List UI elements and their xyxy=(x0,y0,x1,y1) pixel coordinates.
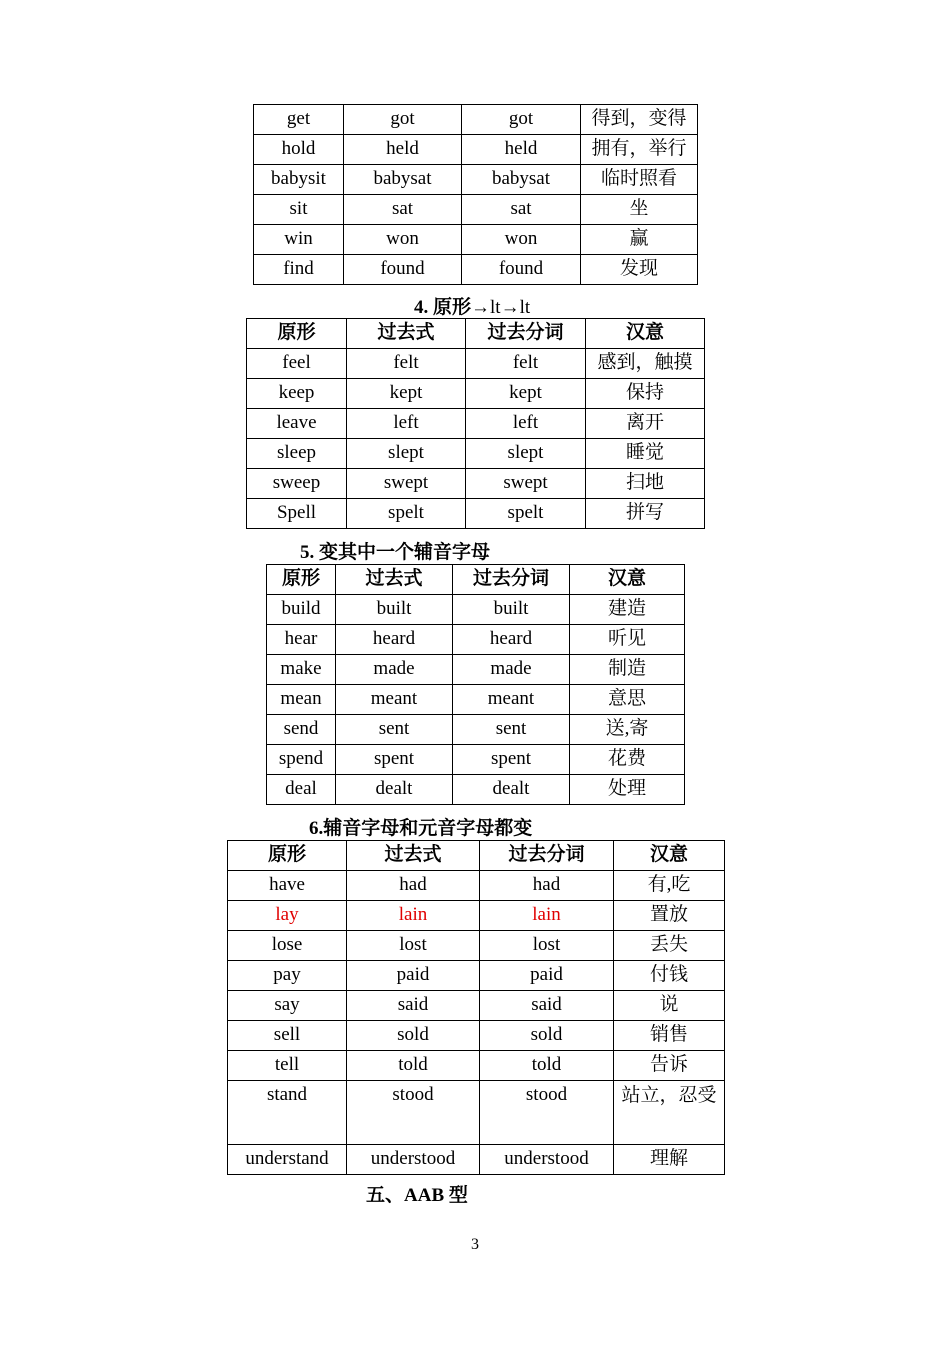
chinese-meaning: 站立，忍受 xyxy=(614,1081,725,1145)
chinese-meaning: 发现 xyxy=(581,255,698,285)
base-form: sit xyxy=(254,195,344,225)
verb-table-section-5 xyxy=(266,564,685,805)
base-form: hold xyxy=(254,135,344,165)
column-header: 原形 xyxy=(247,319,347,349)
base-form: say xyxy=(228,991,347,1021)
table-row-highlighted xyxy=(228,901,725,931)
past-participle: swept xyxy=(466,469,586,499)
table-row xyxy=(254,165,698,195)
column-header: 汉意 xyxy=(586,319,705,349)
past-tense: kept xyxy=(347,379,466,409)
base-form: build xyxy=(267,595,336,625)
base-form: keep xyxy=(247,379,347,409)
past-participle: built xyxy=(453,595,570,625)
past-tense: understood xyxy=(347,1145,480,1175)
past-participle: slept xyxy=(466,439,586,469)
chinese-meaning: 感到，触摸 xyxy=(586,349,705,379)
chinese-meaning: 赢 xyxy=(581,225,698,255)
chinese-meaning: 说 xyxy=(614,991,725,1021)
past-participle: sent xyxy=(453,715,570,745)
past-tense: swept xyxy=(347,469,466,499)
past-tense: made xyxy=(336,655,453,685)
past-participle: paid xyxy=(480,961,614,991)
table-row xyxy=(247,349,705,379)
base-form: lose xyxy=(228,931,347,961)
table-row xyxy=(254,255,698,285)
chinese-meaning: 扫地 xyxy=(586,469,705,499)
past-tense: babysat xyxy=(344,165,462,195)
past-participle: found xyxy=(462,255,581,285)
base-form: spend xyxy=(267,745,336,775)
column-header: 过去分词 xyxy=(466,319,586,349)
base-form: mean xyxy=(267,685,336,715)
past-tense: sat xyxy=(344,195,462,225)
column-header: 过去分词 xyxy=(453,565,570,595)
table-row xyxy=(267,655,685,685)
section-4-pattern: →lt→lt xyxy=(471,297,531,318)
chinese-meaning: 有,吃 xyxy=(614,871,725,901)
table-row xyxy=(228,871,725,901)
base-form: leave xyxy=(247,409,347,439)
chinese-meaning: 听见 xyxy=(570,625,685,655)
table-header-row xyxy=(267,565,685,595)
past-tense: felt xyxy=(347,349,466,379)
past-tense: lain xyxy=(347,901,480,931)
chinese-meaning: 离开 xyxy=(586,409,705,439)
verb-table-continued xyxy=(253,104,698,285)
past-tense: slept xyxy=(347,439,466,469)
past-tense: left xyxy=(347,409,466,439)
chinese-meaning: 置放 xyxy=(614,901,725,931)
table-row xyxy=(228,931,725,961)
base-form: babysit xyxy=(254,165,344,195)
past-participle: lain xyxy=(480,901,614,931)
past-tense: lost xyxy=(347,931,480,961)
chinese-meaning: 送,寄 xyxy=(570,715,685,745)
base-form: hear xyxy=(267,625,336,655)
past-participle: spelt xyxy=(466,499,586,529)
section-5-heading xyxy=(300,537,490,564)
chinese-meaning: 建造 xyxy=(570,595,685,625)
table-row xyxy=(267,715,685,745)
past-participle: said xyxy=(480,991,614,1021)
table-row xyxy=(254,225,698,255)
column-header: 汉意 xyxy=(570,565,685,595)
past-participle: felt xyxy=(466,349,586,379)
chinese-meaning: 得到，变得 xyxy=(581,105,698,135)
past-participle: lost xyxy=(480,931,614,961)
table-row xyxy=(228,1081,725,1145)
chinese-meaning: 制造 xyxy=(570,655,685,685)
table-header-row xyxy=(228,841,725,871)
table-row xyxy=(267,775,685,805)
column-header: 过去分词 xyxy=(480,841,614,871)
past-participle: made xyxy=(453,655,570,685)
section-6-heading xyxy=(309,813,532,840)
table-row xyxy=(247,499,705,529)
chinese-meaning: 坐 xyxy=(581,195,698,225)
past-tense: said xyxy=(347,991,480,1021)
section-4-heading xyxy=(414,292,530,319)
table-row xyxy=(267,625,685,655)
base-form: pay xyxy=(228,961,347,991)
past-tense: found xyxy=(344,255,462,285)
past-participle: heard xyxy=(453,625,570,655)
chinese-meaning: 丢失 xyxy=(614,931,725,961)
past-participle: spent xyxy=(453,745,570,775)
past-tense: held xyxy=(344,135,462,165)
table-row xyxy=(267,745,685,775)
past-participle: won xyxy=(462,225,581,255)
base-form: tell xyxy=(228,1051,347,1081)
section-6-title: 6.辅音字母和元音字母都变 xyxy=(309,818,533,839)
past-participle: held xyxy=(462,135,581,165)
table-row xyxy=(247,469,705,499)
base-form: make xyxy=(267,655,336,685)
past-participle: babysat xyxy=(462,165,581,195)
section-5-title: 5. 变其中一个辅音字母 xyxy=(300,542,491,563)
chinese-meaning: 告诉 xyxy=(614,1051,725,1081)
table-row xyxy=(228,1145,725,1175)
chinese-meaning: 睡觉 xyxy=(586,439,705,469)
past-participle: had xyxy=(480,871,614,901)
section-aab-heading xyxy=(366,1180,468,1207)
table-row xyxy=(267,685,685,715)
column-header: 汉意 xyxy=(614,841,725,871)
base-form: stand xyxy=(228,1081,347,1145)
past-participle: sat xyxy=(462,195,581,225)
column-header: 原形 xyxy=(228,841,347,871)
past-participle: told xyxy=(480,1051,614,1081)
table-row xyxy=(228,961,725,991)
past-tense: paid xyxy=(347,961,480,991)
table-row xyxy=(228,991,725,1021)
past-tense: told xyxy=(347,1051,480,1081)
base-form: deal xyxy=(267,775,336,805)
base-form: find xyxy=(254,255,344,285)
chinese-meaning: 销售 xyxy=(614,1021,725,1051)
past-tense: spelt xyxy=(347,499,466,529)
past-tense: stood xyxy=(347,1081,480,1145)
table-row xyxy=(247,439,705,469)
base-form: feel xyxy=(247,349,347,379)
table-row xyxy=(228,1021,725,1051)
chinese-meaning: 处理 xyxy=(570,775,685,805)
base-form: understand xyxy=(228,1145,347,1175)
table-header-row xyxy=(247,319,705,349)
table-row xyxy=(254,135,698,165)
past-tense: got xyxy=(344,105,462,135)
past-tense: spent xyxy=(336,745,453,775)
chinese-meaning: 意思 xyxy=(570,685,685,715)
past-tense: dealt xyxy=(336,775,453,805)
base-form: sleep xyxy=(247,439,347,469)
section-4-title: 4. 原形 xyxy=(414,297,472,318)
verb-table-section-6 xyxy=(227,840,725,1175)
table-row xyxy=(254,195,698,225)
past-tense: meant xyxy=(336,685,453,715)
table-row xyxy=(247,379,705,409)
table-row xyxy=(267,595,685,625)
base-form: Spell xyxy=(247,499,347,529)
page-number: 3 xyxy=(471,1236,479,1253)
base-form: sweep xyxy=(247,469,347,499)
base-form: send xyxy=(267,715,336,745)
column-header: 原形 xyxy=(267,565,336,595)
past-participle: kept xyxy=(466,379,586,409)
past-participle: dealt xyxy=(453,775,570,805)
past-tense: won xyxy=(344,225,462,255)
chinese-meaning: 保持 xyxy=(586,379,705,409)
column-header: 过去式 xyxy=(347,841,480,871)
past-participle: meant xyxy=(453,685,570,715)
section-aab-title: 五、AAB 型 xyxy=(366,1185,468,1206)
past-participle: got xyxy=(462,105,581,135)
chinese-meaning: 付钱 xyxy=(614,961,725,991)
past-participle: understood xyxy=(480,1145,614,1175)
past-participle: stood xyxy=(480,1081,614,1145)
chinese-meaning: 理解 xyxy=(614,1145,725,1175)
column-header: 过去式 xyxy=(336,565,453,595)
past-tense: had xyxy=(347,871,480,901)
chinese-meaning: 花费 xyxy=(570,745,685,775)
chinese-meaning: 拥有，举行 xyxy=(581,135,698,165)
chinese-meaning: 拼写 xyxy=(586,499,705,529)
past-participle: left xyxy=(466,409,586,439)
table-row xyxy=(228,1051,725,1081)
table-row xyxy=(247,409,705,439)
base-form: have xyxy=(228,871,347,901)
verb-table-section-4 xyxy=(246,318,705,529)
base-form: sell xyxy=(228,1021,347,1051)
base-form: lay xyxy=(228,901,347,931)
past-tense: heard xyxy=(336,625,453,655)
past-tense: sent xyxy=(336,715,453,745)
table-row xyxy=(254,105,698,135)
column-header: 过去式 xyxy=(347,319,466,349)
past-tense: sold xyxy=(347,1021,480,1051)
base-form: win xyxy=(254,225,344,255)
past-participle: sold xyxy=(480,1021,614,1051)
past-tense: built xyxy=(336,595,453,625)
base-form: get xyxy=(254,105,344,135)
chinese-meaning: 临时照看 xyxy=(581,165,698,195)
